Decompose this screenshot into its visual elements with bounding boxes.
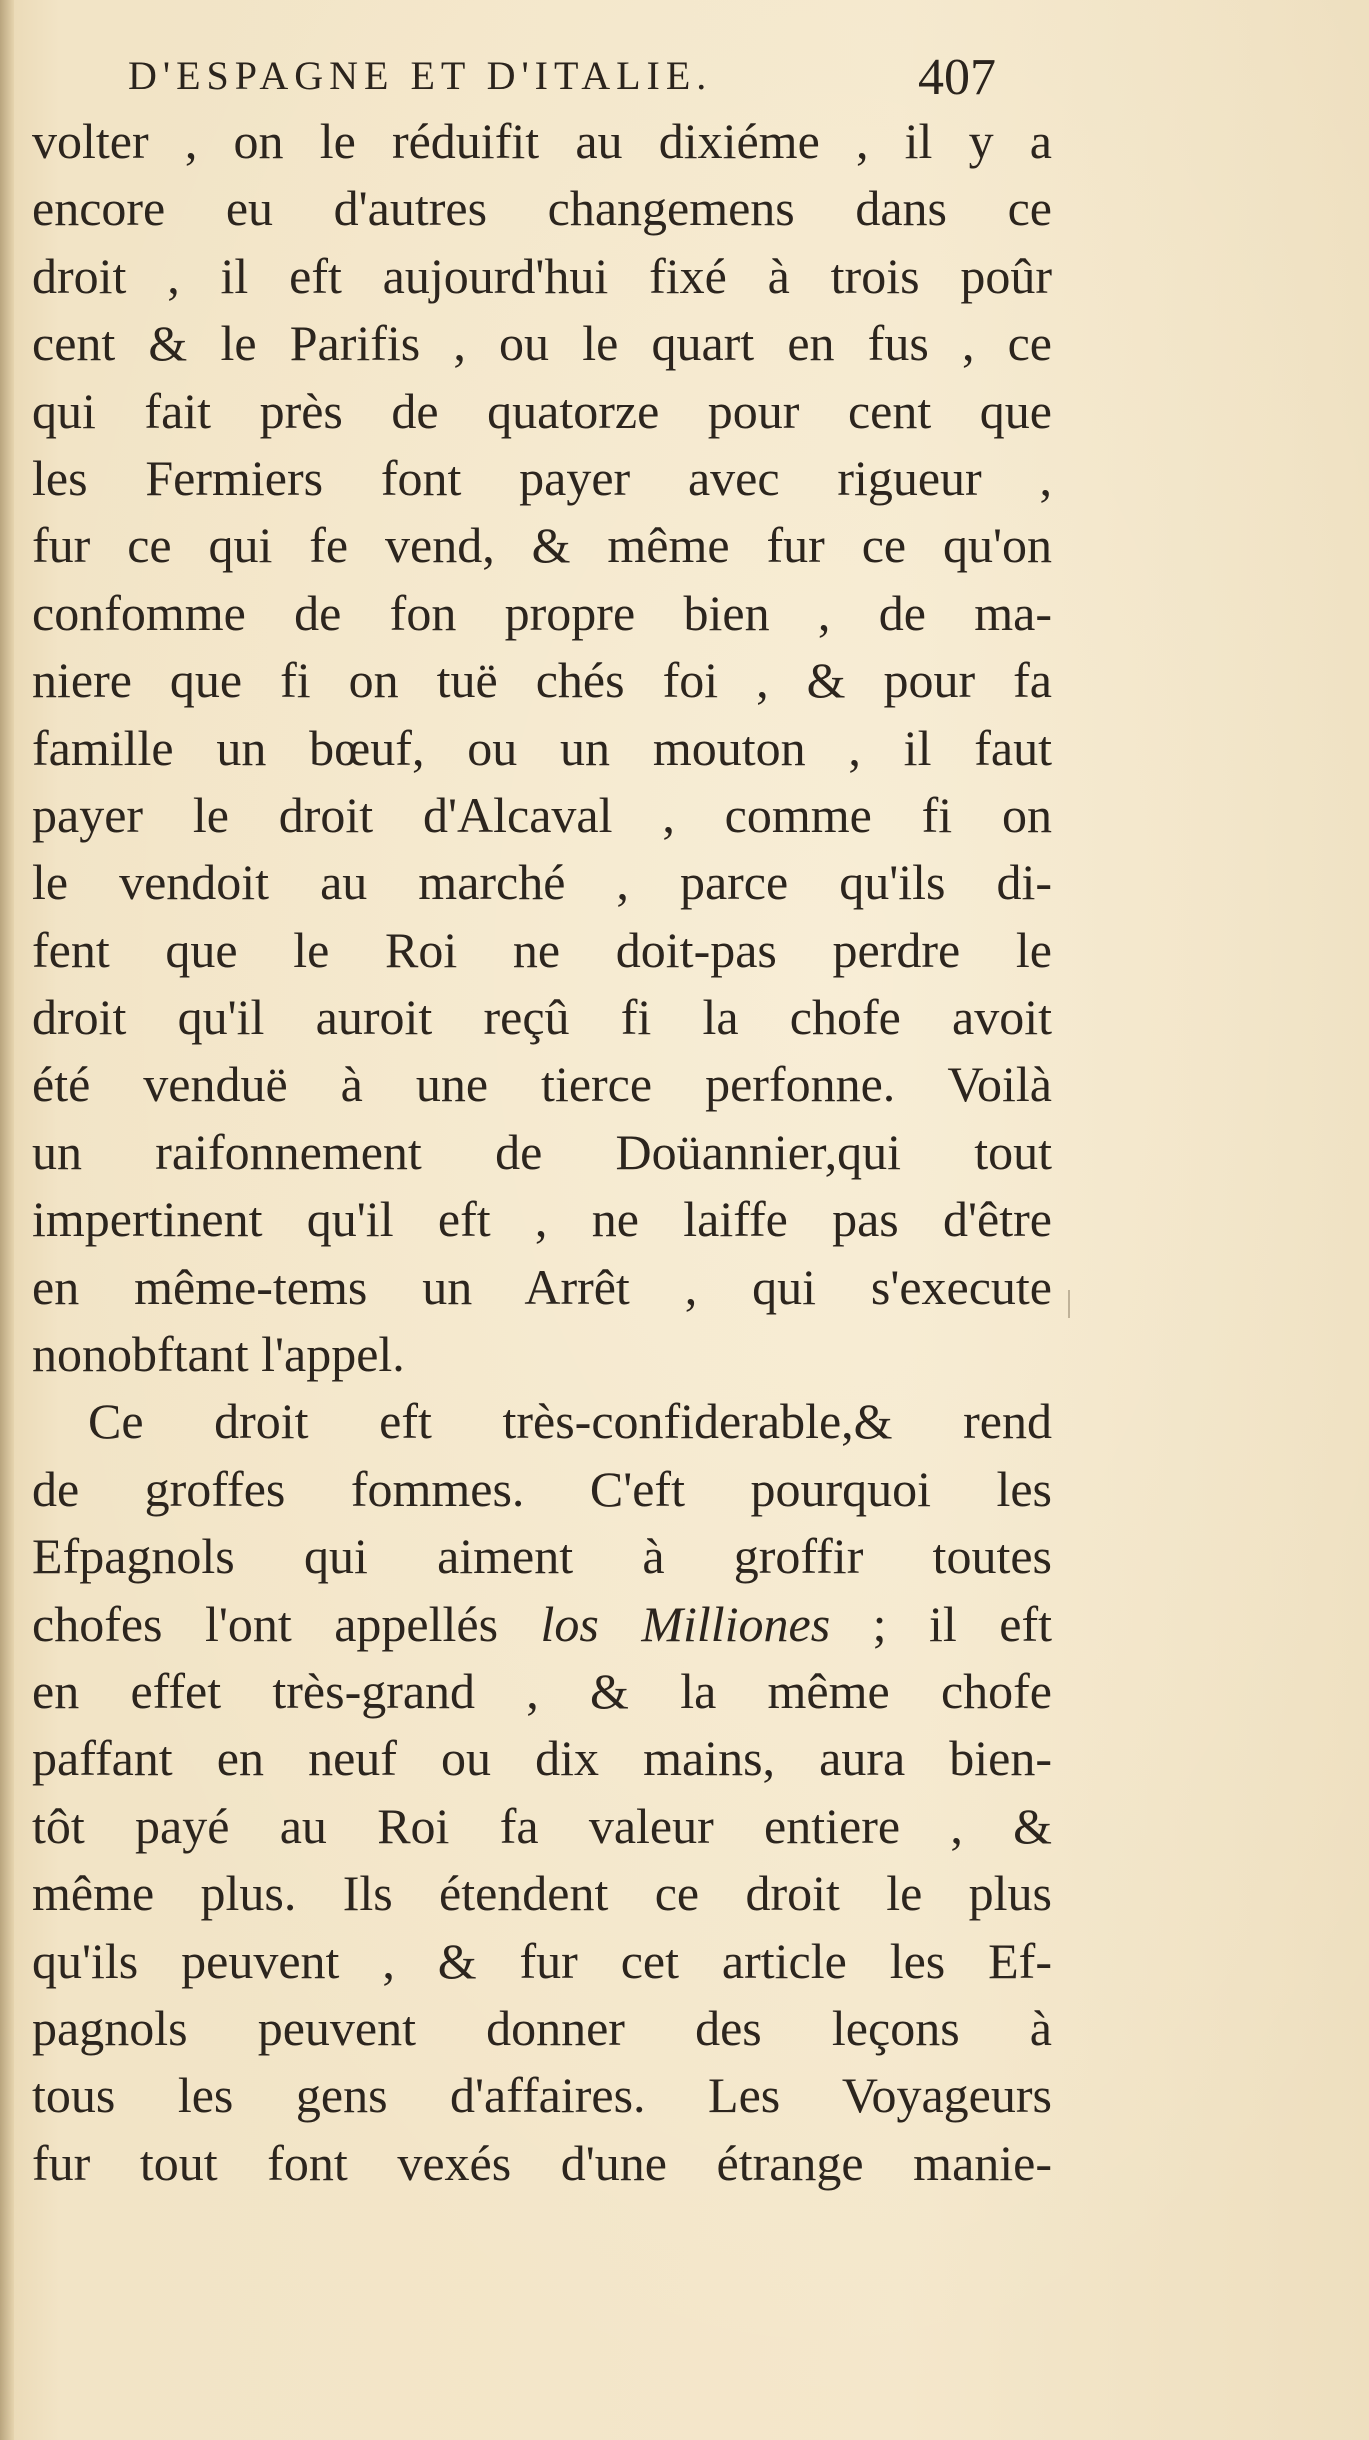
running-title: D'ESPAGNE ET D'ITALIE.	[128, 53, 713, 98]
text-line: en même-tems un Arrêt , qui s'execute	[32, 1258, 1052, 1315]
text-line: niere que fi on tuë chés foi , & pour fa	[32, 652, 1052, 709]
text-line: payer le droit d'Alcaval , comme fi on	[32, 786, 1052, 843]
text-line: qu'ils peuvent , & fur cet article les Ef-	[32, 1932, 1052, 1989]
text-line-with-italic	[32, 1591, 1052, 1658]
paragraph-first-line: Ce droit eft très-confiderable,& rend	[88, 1393, 1052, 1450]
text-line: paffant en neuf ou dix mains, aura bien-	[32, 1730, 1052, 1787]
text-line: Efpagnols qui aiment à groffir toutes	[32, 1528, 1052, 1585]
text-line: fur ce qui fe vend, & même fur ce qu'on	[32, 517, 1052, 574]
paper-mark	[1068, 1290, 1070, 1318]
text-line: tous les gens d'affaires. Les Voyageurs	[32, 2067, 1052, 2124]
text-line: nonobftant l'appel.	[32, 1326, 405, 1383]
body-text	[32, 108, 1052, 2197]
text-segment: ; il eft	[830, 1595, 1052, 1652]
text-line: pagnols peuvent donner des leçons à	[32, 1999, 1052, 2056]
text-line: en effet très-grand , & la même chofe	[32, 1662, 1052, 1719]
text-line: cent & le Parifis , ou le quart en fus , ce	[32, 315, 1052, 372]
text-line: qui fait près de quatorze pour cent que	[32, 382, 1052, 439]
text-line: encore eu d'autres changemens dans ce	[32, 180, 1052, 237]
text-line: les Fermiers font payer avec rigueur ,	[32, 449, 1052, 506]
text-line: impertinent qu'il eft , ne laiffe pas d'être	[32, 1191, 1052, 1248]
text-line: confomme de fon propre bien , de ma-	[32, 584, 1052, 641]
text-line: droit , il eft aujourd'hui fixé à trois poûr	[32, 247, 1052, 304]
text-line: été venduë à une tierce perfonne. Voilà	[32, 1056, 1052, 1113]
text-line: droit qu'il auroit reçû fi la chofe avoit	[32, 989, 1052, 1046]
text-line: famille un bœuf, ou un mouton , il faut	[32, 719, 1052, 776]
text-line: le vendoit au marché , parce qu'ils di-	[32, 854, 1052, 911]
text-line: de groffes fommes. C'eft pourquoi les	[32, 1460, 1052, 1517]
italic-term: los Milliones	[540, 1595, 831, 1652]
text-line: fent que le Roi ne doit-pas perdre le	[32, 921, 1052, 978]
text-line: fur tout font vexés d'une étrange manie-	[32, 2134, 1052, 2191]
text-line: même plus. Ils étendent ce droit le plus	[32, 1865, 1052, 1922]
text-segment: chofes l'ont appellés	[32, 1595, 541, 1652]
text-line: tôt payé au Roi fa valeur entiere , &	[32, 1797, 1052, 1854]
text-line: volter , on le réduifit au dixiéme , il y a	[32, 113, 1052, 169]
text-line: un raifonnement de Doüannier,qui tout	[32, 1123, 1052, 1180]
page-gutter	[0, 0, 14, 2440]
page-number: 407	[918, 49, 996, 106]
